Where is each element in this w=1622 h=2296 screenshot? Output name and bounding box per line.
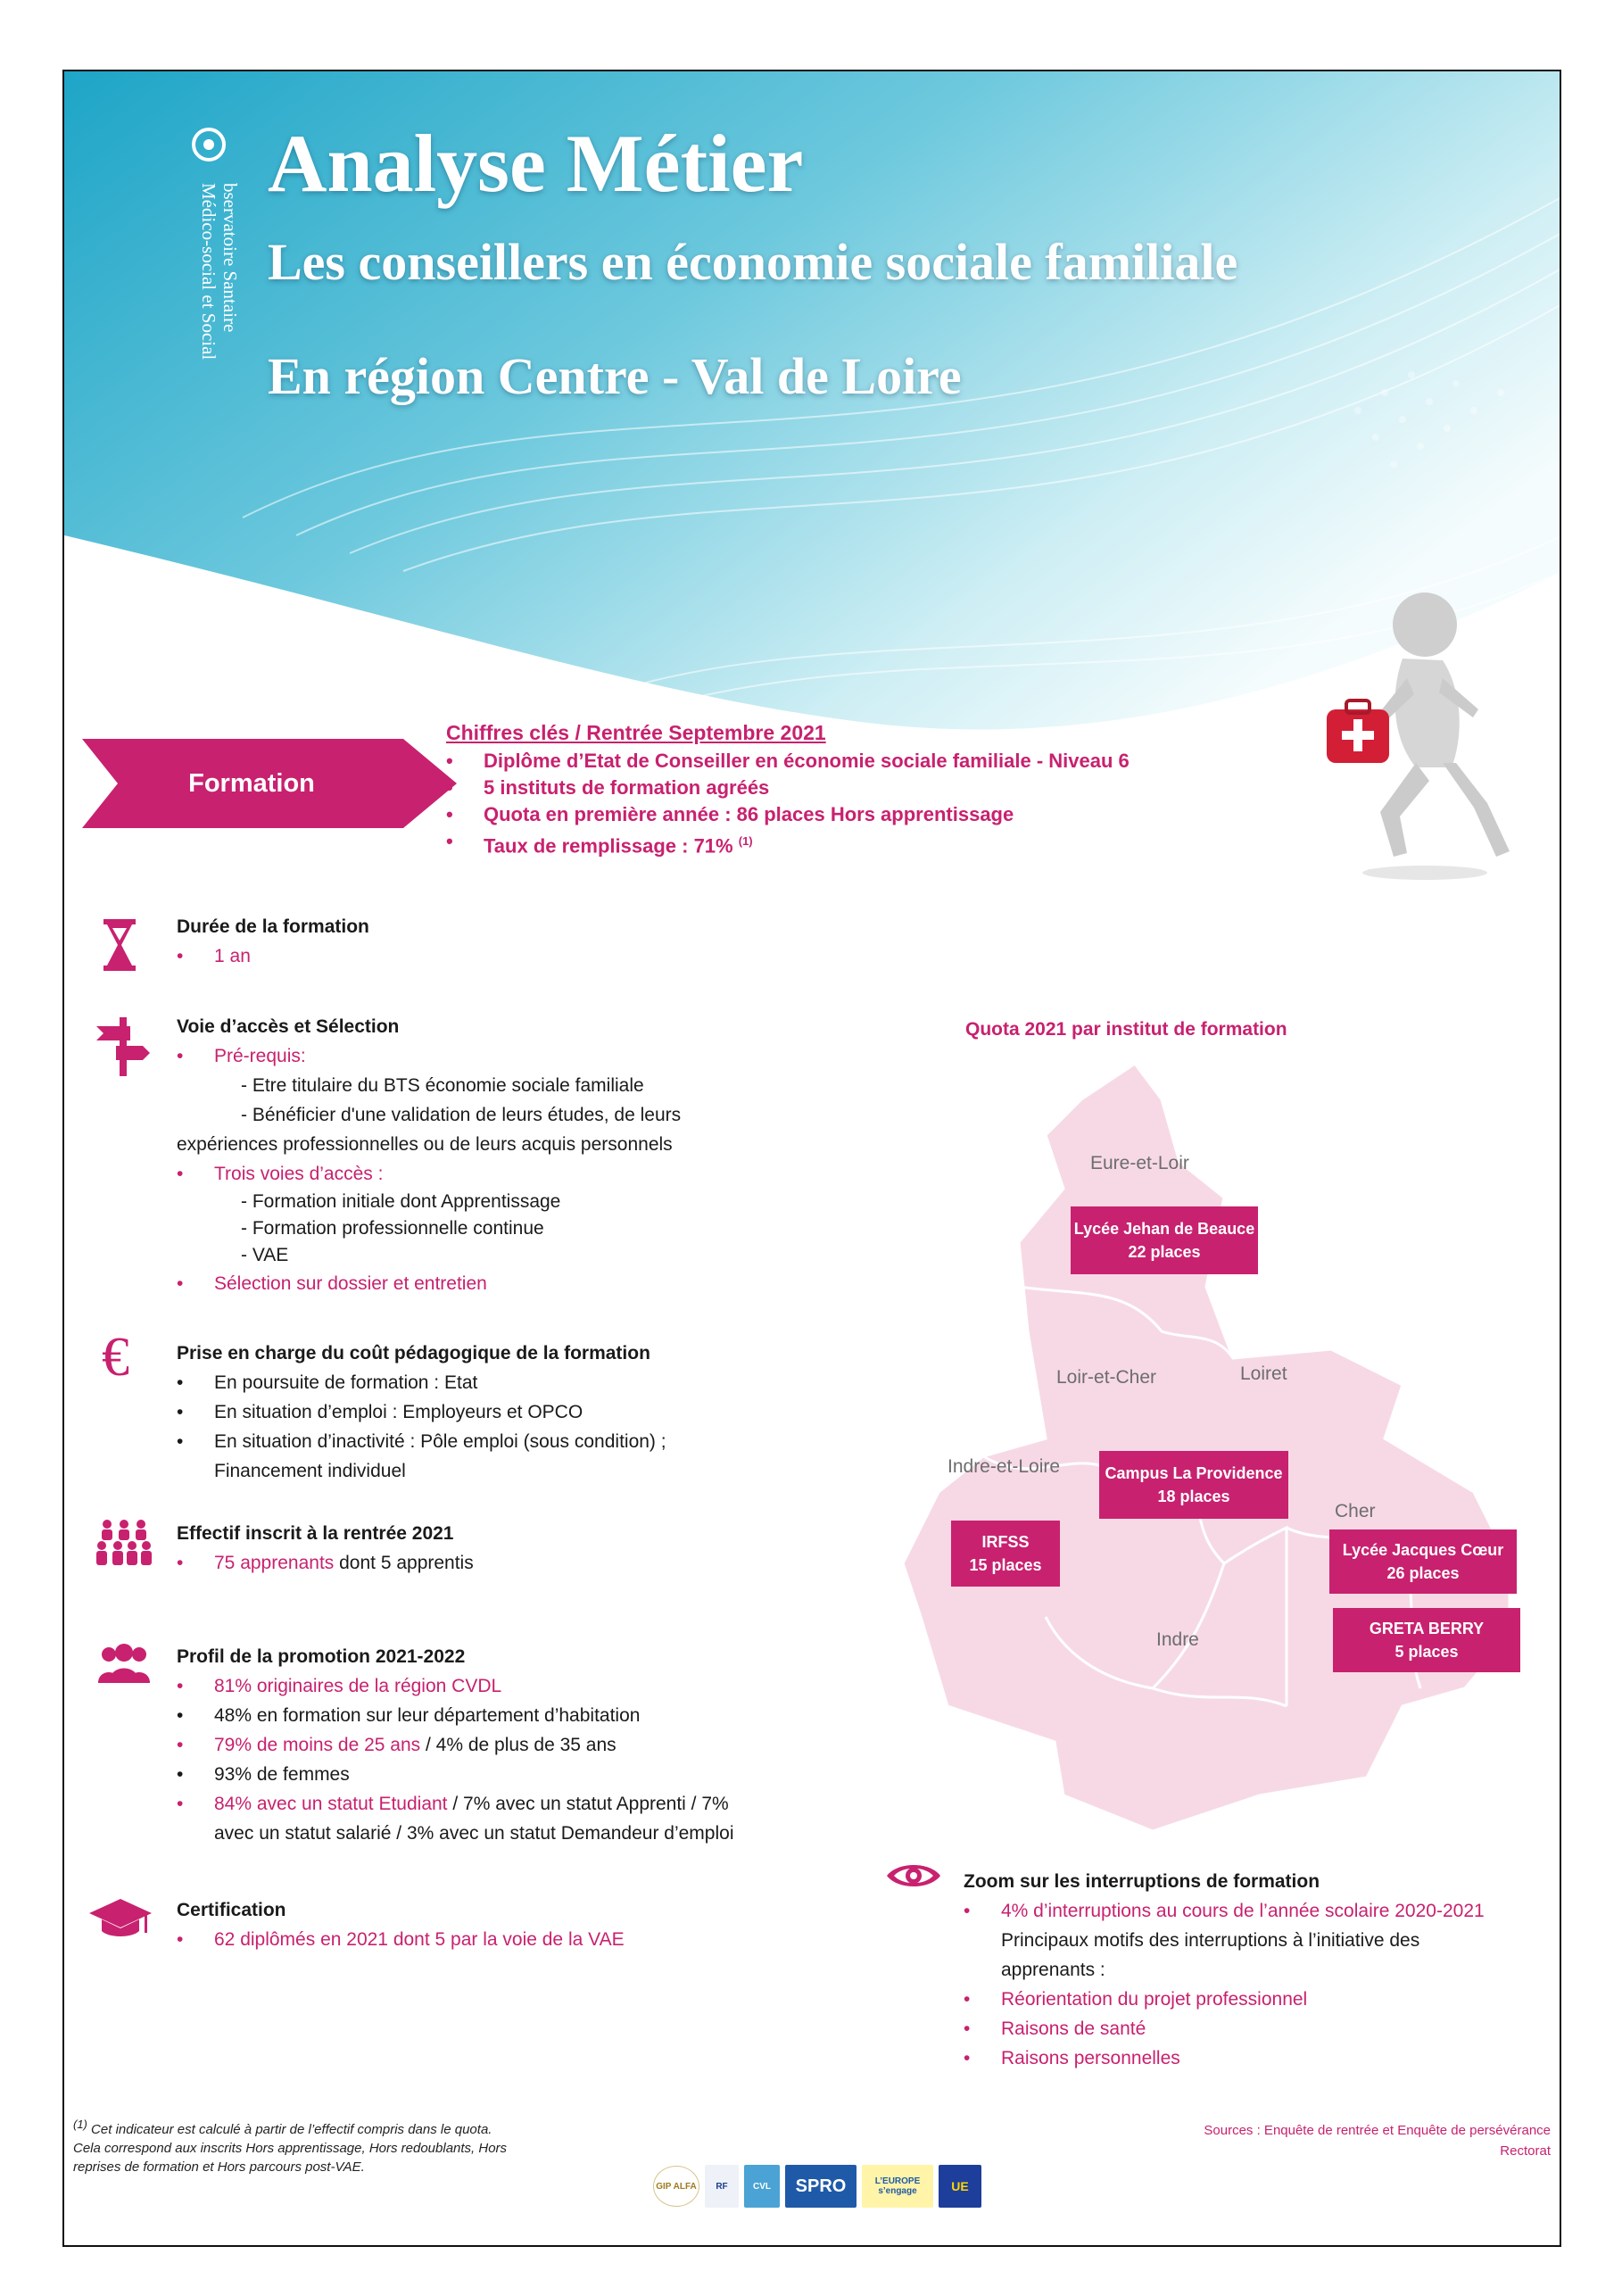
footnote [73,2115,555,2176]
duration-heading: Durée de la formation [177,916,369,937]
prerequisite-item-continued: expériences professionnelles ou de leurs acquis personnels [177,1134,673,1155]
profile-item: • 81% originaires de la région CVDL [177,1671,733,1701]
interruptions-section [964,1867,1485,2073]
footnote-marker: (1) [738,834,753,848]
profile-item-continued: avec un statut salarié / 3% avec un statut Demandeur d’emploi [214,1823,734,1844]
fill-rate-text: Taux de remplissage : 71% [484,834,733,858]
funding-heading: Prise en charge du coût pédagogique de la formation [177,1343,650,1364]
key-figure-item: • 5 instituts de formation agréés [446,775,1130,801]
institute-name: Lycée Jacques Cœur [1342,1541,1504,1559]
footnote-text: Cet indicateur est calculé à partir de l’effectif compris dans le quota. [87,2122,492,2137]
key-figure-item [446,828,1130,859]
prerequisite-item [177,1071,681,1100]
graduation-cap-icon [89,1897,152,1940]
partner-logo-gip-alfa: GIP ALFA [653,2166,699,2207]
enrolled-value [177,1548,474,1578]
page-title: Analyse Métier [268,118,804,209]
interruptions-note: Principaux motifs des interruptions à l’initiative des [1001,1930,1420,1951]
profile-item [177,1789,733,1819]
institute-box [1071,1206,1258,1274]
eye-icon [885,1858,942,1894]
funding-item: • En situation d’inactivité : Pôle emploi (sous condition) ; [177,1427,666,1456]
partner-logo-europe-sengage: L’EUROPE s’engage [862,2165,933,2208]
partner-logo-spro: SPRO [785,2165,857,2208]
euro-icon: € [102,1327,129,1388]
department-label-eure-et-loir: Eure-et-Loir [1090,1153,1189,1173]
institute-name: IRFSS [981,1533,1030,1551]
institute-name: Campus La Providence [1105,1464,1283,1482]
footnote-line [73,2115,555,2139]
profile-item: • 93% de femmes [177,1760,733,1789]
key-figures-heading: Chiffres clés / Rentrée Septembre 2021 [446,721,826,744]
profile-item [177,1730,733,1760]
institute-places: 5 places [1394,1643,1459,1661]
duration-section [177,912,369,971]
team-profile-icon [96,1642,152,1683]
access-section [177,1012,681,1298]
logo-text-line-2: Médico-social et Social [198,183,219,361]
institute-places: 15 places [969,1556,1042,1574]
department-label-indre-et-loire: Indre-et-Loire [948,1456,1061,1477]
funding-item: • En poursuite de formation : Etat [177,1368,666,1397]
partner-logos [653,2165,981,2208]
page-region: En région Centre - Val de Loire [268,347,962,405]
institute-box [1329,1529,1517,1594]
profile-item: • 48% en formation sur leur département d’habitation [177,1701,733,1730]
map-title: Quota 2021 par institut de formation [965,1019,1287,1040]
department-label-loir-et-cher: Loir-et-Cher [1056,1367,1157,1388]
key-figure-item: • Diplôme d’Etat de Conseiller en économie sociale familiale - Niveau 6 [446,748,1130,775]
sources [1051,2120,1551,2161]
certification-value: • 62 diplômés en 2021 dont 5 par la voie de la VAE [177,1925,625,1954]
interruption-reason: • Réorientation du projet professionnel [964,1985,1485,2014]
access-route-item: - Formation professionnelle continue [241,1218,544,1239]
access-routes-label: • Trois voies d’accès : [177,1159,681,1189]
institute-places: 18 places [1157,1488,1230,1505]
prerequisites-label: • Pré-requis: [177,1041,681,1071]
prerequisite-item [177,1100,681,1130]
institute-box [1333,1608,1520,1672]
enrolled-apprentices: dont 5 apprentis [334,1553,474,1573]
sources-line: Rectorat [1500,2143,1551,2159]
institute-places: 22 places [1128,1243,1201,1261]
profile-heading: Profil de la promotion 2021-2022 [177,1646,466,1667]
funding-item-continued: Financement individuel [214,1461,406,1481]
institute-box [951,1521,1060,1587]
department-label-cher: Cher [1335,1501,1376,1521]
footnote-marker: (1) [73,2118,87,2131]
profile-item-highlight: 79% de moins de 25 ans [214,1735,421,1755]
profile-item-highlight: 84% avec un statut Etudiant [214,1794,448,1814]
runner-with-first-aid-kit-illustration [1318,589,1514,883]
footnote-line: Cela correspond aux inscrits Hors apprentissage, Hors redoublants, Hors [73,2141,508,2156]
prerequisite-item-text: - Bénéficier d'une validation de leurs études, de leurs [241,1105,682,1125]
hourglass-icon [103,919,136,971]
department-label-indre: Indre [1156,1629,1199,1650]
interruptions-note: apprenants : [1001,1960,1105,1980]
profile-item-rest: / 7% avec un statut Apprenti / 7% [447,1794,729,1814]
duration-value: • 1 an [177,941,369,971]
group-of-people-icon [96,1517,152,1565]
key-figures [446,721,1130,859]
interruption-reason: • Raisons de santé [964,2014,1485,2043]
institute-name: GRETA BERRY [1369,1620,1485,1637]
logo-text [198,183,241,360]
selection-method: • Sélection sur dossier et entretien [177,1269,681,1298]
logo-text-line-1: bservatoire Santaire [219,183,241,333]
institute-places: 26 places [1386,1564,1460,1582]
prerequisite-item-text: - Etre titulaire du BTS économie sociale familiale [241,1075,644,1096]
partner-logo-region: CVL [744,2165,780,2208]
enrolled-section [177,1519,474,1578]
footnote-line: reprises de formation et Hors parcours post-VAE. [73,2159,365,2175]
sources-line: Sources : Enquête de rentrée et Enquête de persévérance [1204,2123,1551,2138]
institute-name: Lycée Jehan de Beauce [1073,1220,1255,1238]
enrolled-heading: Effectif inscrit à la rentrée 2021 [177,1523,454,1544]
funding-item: • En situation d’emploi : Employeurs et OPCO [177,1397,666,1427]
page-frame [62,70,1561,2247]
enrolled-count: 75 apprenants [214,1553,335,1573]
funding-section [177,1339,666,1486]
access-heading: Voie d’accès et Sélection [177,1016,400,1037]
access-route-item: - VAE [241,1245,289,1265]
interruption-reason: • Raisons personnelles [964,2043,1485,2073]
page-subtitle: Les conseillers en économie sociale familiale [268,233,1238,291]
interruptions-heading: Zoom sur les interruptions de formation [964,1871,1320,1892]
certification-section [177,1895,625,1954]
department-label-loiret: Loiret [1240,1364,1287,1384]
signpost-icon [96,1017,150,1076]
profile-item-rest: / 4% de plus de 35 ans [420,1735,617,1755]
profile-section [177,1642,733,1848]
key-figure-item: • Quota en première année : 86 places Hors apprentissage [446,801,1130,828]
access-route-item: - Formation initiale dont Apprentissage [241,1191,561,1212]
institute-box [1099,1451,1288,1519]
partner-logo-republique: RF [705,2165,739,2208]
certification-heading: Certification [177,1900,286,1920]
region-shape [903,1064,1510,1831]
partner-logo-eu-flag: UE [939,2165,981,2208]
interruptions-rate: • 4% d’interruptions au cours de l’année scolaire 2020-2021 [964,1896,1485,1926]
formation-banner-label: Formation [188,768,315,798]
